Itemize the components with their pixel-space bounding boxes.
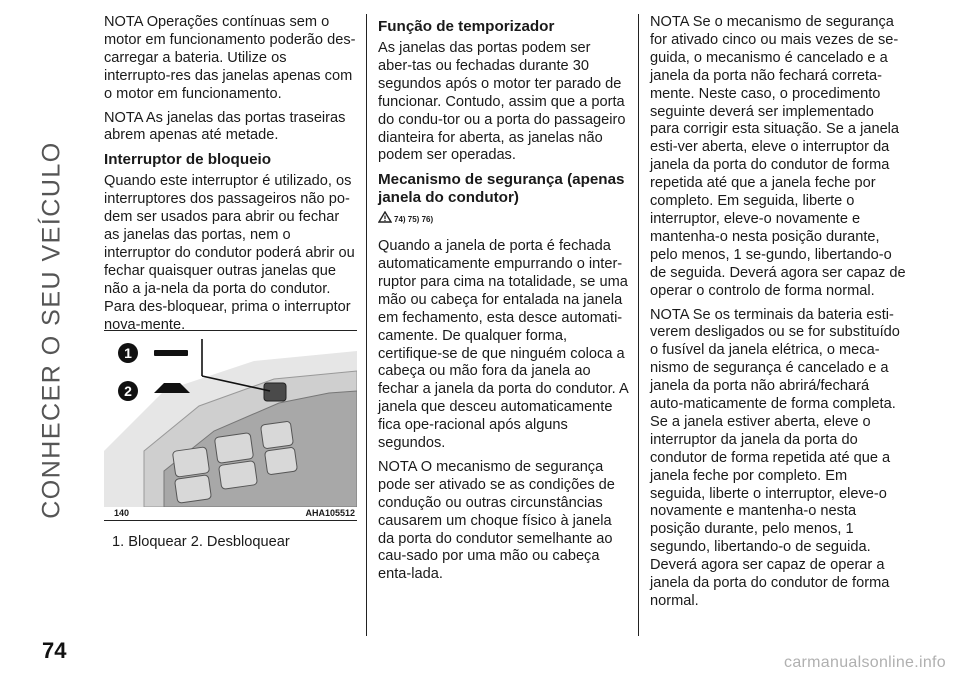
- column-divider: [366, 14, 367, 636]
- window-switch-figure: [104, 330, 357, 514]
- warning-reference: [378, 211, 628, 230]
- svg-text:1: 1: [124, 345, 132, 361]
- marker-1: [118, 343, 138, 363]
- note-paragraph: NOTA Se os terminais da bateria esti-verem desligados ou se for substituído o fusível da janela elétrica, o meca-nismo de segurança é cancelado e a janela da porta não abrirá/fechará auto-maticamente de forma completa. Se a janela estiver aberta, eleve o interruptor da janela da porta do condutor de forma repetida até que a janela feche por completo. Em seguida, liberte o interruptor, eleve-o novamente e mantenha-o nesta posição durante, pelo menos, 1 segundo, libertando-o de seguida. Deverá agora ser capaz de operar a janela da porta do condutor de forma normal.: [650, 306, 900, 609]
- column-2: [378, 14, 628, 590]
- warning-triangle-icon: [378, 211, 392, 229]
- lock-symbol-icon: [154, 350, 188, 356]
- section-heading: Interruptor de bloqueio: [104, 151, 272, 169]
- lock-button-illustration: [264, 383, 286, 401]
- body-paragraph: Quando este interruptor é utilizado, os interruptores dos passageiros não po-dem ser usados para abrir ou fechar as janelas das portas, nem o interruptor do condutor poderá abrir ou fechar quaisquer outras janelas que não a ja-nela da porta do condutor. Para des-bloquear, prima o interruptor nova-mente.: [104, 173, 355, 333]
- column-divider: [638, 14, 639, 636]
- window-switch-illustration: [104, 331, 357, 507]
- section-heading: Mecanismo de segurança (apenas janela do condutor): [378, 171, 625, 207]
- marker-2: [118, 381, 138, 401]
- section-title-vertical: CONHECER O SEU VEÍCULO: [37, 141, 66, 519]
- figure-code: AHA105512: [305, 508, 355, 518]
- column-1: [104, 14, 356, 341]
- page-number: 74: [42, 638, 67, 663]
- watermark: carmanualsonline.info: [784, 654, 946, 671]
- body-paragraph: As janelas das portas podem ser aber-tas ou fechadas durante 30 segundos após o motor ter parado de funcionar. Contudo, assim que a porta do condu-tor ou a porta do passageiro dianteira for aberta, as janelas não podem ser operadas.: [378, 40, 626, 164]
- figure-number: 140: [114, 508, 130, 518]
- figure-caption: 1. Bloquear 2. Desbloquear: [112, 534, 290, 550]
- note-paragraph: NOTA Operações contínuas sem o motor em funcionamento poderão des-carregar a bateria. Utilize os interrupto-res das janelas apenas com o motor em funcionamento.: [104, 14, 356, 102]
- note-paragraph: NOTA As janelas das portas traseiras abrem apenas até metade.: [104, 109, 346, 144]
- warning-refs: 74) 75) 76): [394, 215, 434, 225]
- column-3: [650, 14, 906, 617]
- note-paragraph: NOTA O mecanismo de segurança pode ser ativado se as condições de condução ou outras circunstâncias causarem um choque físico à janela da porta do condutor semelhante ao cau-sado por uma mão ou cabeça enta-lada.: [378, 458, 615, 583]
- section-heading: Função de temporizador: [378, 18, 555, 35]
- note-paragraph: NOTA Se o mecanismo de segurança for ativado cinco ou mais vezes de se-guida, o mecanismo é cancelado e a janela da porta não fechará correta-mente. Neste caso, o procedimento seguinte deverá ser implementado para corrigir esta situação. Se a janela esti-ver aberta, eleve o interruptor da janela da porta do condutor de forma repetida até que a janela feche por completo. Em seguida, liberte o interruptor, eleve-o novamente e mantenha-o nesta posição durante, pelo menos, 1 se-gundo, libertando-o de seguida. Deverá agora ser capaz de operar o controlo de forma normal.: [650, 14, 906, 299]
- body-paragraph: Quando a janela de porta é fechada automaticamente empurrando o inter-ruptor para cima na totalidade, se uma mão ou cabeça for entalada na janela em fechamento, esta desce automati-camente. De qualquer forma, certifique-se de que ninguém coloca a cabeça ou mão fora da janela ao fechar a janela da porta do condutor. A janela que desceu automaticamente fica ope-racional após alguns segundos.: [378, 238, 628, 452]
- figure-footer: [104, 506, 357, 521]
- svg-text:2: 2: [124, 383, 132, 399]
